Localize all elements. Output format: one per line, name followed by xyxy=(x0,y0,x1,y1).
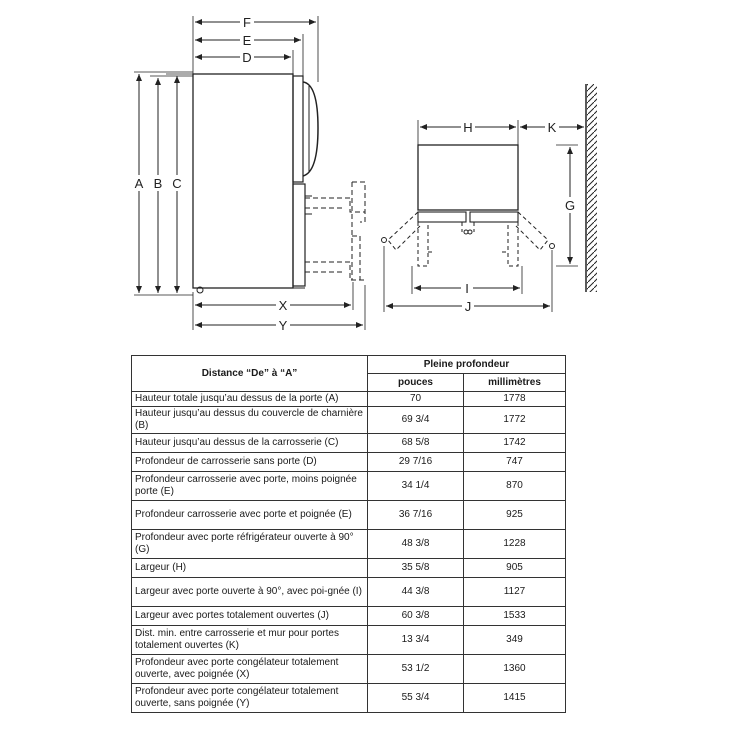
table-row xyxy=(132,626,566,655)
row-label: Profondeur carrosserie avec porte, moins poignée porte (E) xyxy=(132,472,368,501)
label-f: F xyxy=(243,15,251,30)
wall-hatching xyxy=(587,84,597,292)
table-row xyxy=(132,501,566,530)
table-row xyxy=(132,472,566,501)
right-door-90 xyxy=(508,222,518,266)
label-k: K xyxy=(547,120,557,135)
freezer-drawer-open xyxy=(305,182,365,280)
row-label: Profondeur de carrosserie sans porte (D) xyxy=(132,453,368,472)
row-pouces: 13 3/4 xyxy=(368,626,464,655)
row-millimetres: 905 xyxy=(464,559,566,578)
label-y: Y xyxy=(278,318,288,333)
row-label: Dist. min. entre carrosserie et mur pour portes totalement ouvertes (K) xyxy=(132,626,368,655)
row-label: Profondeur avec porte congélateur totalement ouverte, sans poignée (Y) xyxy=(132,684,368,713)
freezer-drawer xyxy=(293,184,305,286)
row-pouces: 44 3/8 xyxy=(368,578,464,607)
fridge-top-view xyxy=(418,145,518,210)
label-i: I xyxy=(465,281,469,296)
label-h: H xyxy=(463,120,473,135)
label-a: A xyxy=(134,176,144,191)
table-row xyxy=(132,559,566,578)
row-pouces: 70 xyxy=(368,392,464,407)
label-d: D xyxy=(242,50,252,65)
row-millimetres: 1127 xyxy=(464,578,566,607)
row-pouces: 29 7/16 xyxy=(368,453,464,472)
row-millimetres: 349 xyxy=(464,626,566,655)
row-pouces: 55 3/4 xyxy=(368,684,464,713)
row-millimetres: 1228 xyxy=(464,530,566,559)
row-pouces: 48 3/8 xyxy=(368,530,464,559)
row-label: Hauteur jusqu’au dessus de la carrosserie (C) xyxy=(132,434,368,453)
row-millimetres: 1533 xyxy=(464,607,566,626)
fridge-cabinet xyxy=(193,74,293,288)
label-g: G xyxy=(564,198,576,213)
column-header-millimetres: millimètres xyxy=(464,374,566,392)
row-label: Largeur avec portes totalement ouvertes (J) xyxy=(132,607,368,626)
refrigerator-dimension-diagram xyxy=(0,0,740,350)
left-door-open-full xyxy=(388,212,420,250)
label-e: E xyxy=(242,33,252,48)
row-millimetres: 1772 xyxy=(464,407,566,434)
table-row xyxy=(132,578,566,607)
row-pouces: 36 7/16 xyxy=(368,501,464,530)
row-pouces: 69 3/4 xyxy=(368,407,464,434)
row-pouces: 53 1/2 xyxy=(368,655,464,684)
row-label: Profondeur avec porte réfrigérateur ouverte à 90° (G) xyxy=(132,530,368,559)
label-c: C xyxy=(172,176,182,191)
table-row xyxy=(132,530,566,559)
label-x: X xyxy=(278,298,288,313)
row-pouces: 34 1/4 xyxy=(368,472,464,501)
table-group-header: Pleine profondeur xyxy=(368,356,566,374)
row-millimetres: 1360 xyxy=(464,655,566,684)
table-row xyxy=(132,453,566,472)
table-row xyxy=(132,434,566,453)
row-millimetres: 1415 xyxy=(464,684,566,713)
row-pouces: 68 5/8 xyxy=(368,434,464,453)
row-label: Hauteur jusqu’au dessus du couvercle de charnière (B) xyxy=(132,407,368,434)
row-millimetres: 747 xyxy=(464,453,566,472)
label-b: B xyxy=(153,176,163,191)
table-row xyxy=(132,607,566,626)
table-row xyxy=(132,392,566,407)
row-millimetres: 870 xyxy=(464,472,566,501)
label-j: J xyxy=(464,299,472,314)
row-label: Profondeur avec porte congélateur totalement ouverte, avec poignée (X) xyxy=(132,655,368,684)
table-row xyxy=(132,655,566,684)
row-millimetres: 1778 xyxy=(464,392,566,407)
right-door-open-full xyxy=(516,212,548,250)
row-label: Hauteur totale jusqu’au dessus de la porte (A) xyxy=(132,392,368,407)
row-millimetres: 1742 xyxy=(464,434,566,453)
upper-door xyxy=(293,76,303,182)
row-pouces: 60 3/8 xyxy=(368,607,464,626)
table-corner-header: Distance “De” à “A” xyxy=(132,356,368,392)
row-label: Largeur avec porte ouverte à 90°, avec poi-gnée (I) xyxy=(132,578,368,607)
upper-door-handle xyxy=(303,82,318,176)
row-label: Profondeur carrosserie avec porte et poignée (E) xyxy=(132,501,368,530)
dimensions-table xyxy=(131,355,566,713)
table-row xyxy=(132,684,566,713)
row-pouces: 35 5/8 xyxy=(368,559,464,578)
table-row xyxy=(132,407,566,434)
row-label: Largeur (H) xyxy=(132,559,368,578)
left-door-90 xyxy=(418,222,428,266)
column-header-pouces: pouces xyxy=(368,374,464,392)
row-millimetres: 925 xyxy=(464,501,566,530)
table-body xyxy=(132,392,566,713)
